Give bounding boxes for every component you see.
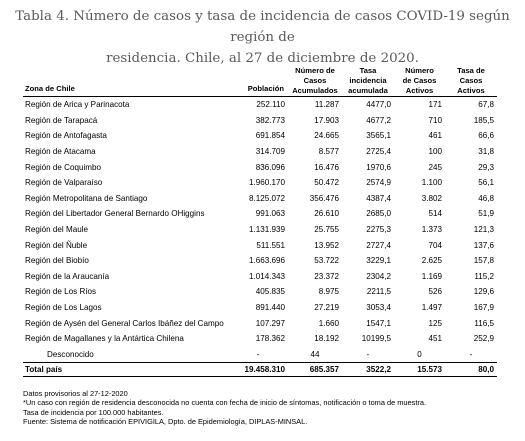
cell-casos-acumulados: 8.577	[318, 147, 339, 157]
cell-zona: Región de Los Lagos	[25, 303, 102, 313]
cell-casos-acumulados: 24.665	[314, 131, 339, 141]
cell-poblacion: 1.131.939	[248, 225, 285, 235]
cell-zona: Región de la Araucanía	[25, 271, 110, 281]
cell-casos-activos: 461	[428, 131, 442, 141]
table-row	[23, 253, 497, 269]
cell-tasa-activos: 29,3	[478, 162, 494, 172]
cell-tasa-incidencia: 2304,2	[366, 271, 391, 281]
cell-casos-activos: 245	[428, 162, 442, 172]
cell-zona: Región de Los Ríos	[25, 287, 97, 297]
table-row	[23, 191, 497, 207]
cell-tasa-incidencia: 10199,5	[361, 334, 391, 344]
cell-tasa-activos: 167,9	[473, 303, 494, 313]
cell-casos-acumulados: 25.755	[314, 225, 339, 235]
cell-poblacion: 8.125.072	[248, 193, 285, 203]
cell-tasa-activos: 252,9	[473, 334, 494, 344]
total-casos: 685.357	[288, 363, 342, 377]
header-activos-line-3: Activos	[405, 86, 434, 95]
cell-poblacion: 511.551	[256, 240, 285, 250]
header-tasa-activos-line-1: Tasa de	[457, 66, 485, 75]
cell-casos-activos: 1.169	[421, 271, 442, 281]
cell-tasa-activos: 56,1	[478, 178, 494, 188]
header-row	[23, 56, 497, 97]
cell-casos-acumulados: 17.903	[314, 115, 339, 125]
cell-tasa-activos: 46,8	[478, 193, 494, 203]
note-provisional: Datos provisorios al 27-12-2020	[23, 389, 128, 398]
cell-poblacion: 107.297	[255, 318, 285, 328]
cell-poblacion: 691.854	[255, 131, 285, 141]
cell-tasa-activos: 137,6	[473, 240, 494, 250]
cell-casos-acumulados: 50.472	[314, 178, 339, 188]
cell-tasa-activos: 157,8	[473, 256, 494, 266]
cell-tasa-activos: 31,8	[478, 147, 494, 157]
table-footer	[23, 363, 497, 377]
header-poblacion: Población	[228, 56, 288, 97]
note-rate-basis: Tasa de incidencia por 100.000 habitantes.	[23, 407, 164, 417]
header-tasa-line-2: incidencia	[349, 76, 387, 85]
cell-poblacion: 891.440	[255, 303, 285, 313]
header-casos-acumulados	[288, 56, 342, 97]
cell-casos-acumulados: 11.287	[314, 100, 339, 110]
table-row	[23, 97, 497, 113]
caption-line-2: residencia. Chile, al 27 de diciembre de 2020.	[106, 51, 419, 66]
cell-casos-activos: 125	[428, 318, 442, 328]
total-zona: Total país	[23, 363, 228, 377]
header-zona: Zona de Chile	[23, 56, 228, 97]
cell-casos-activos: 526	[428, 287, 442, 297]
cell-tasa-incidencia: 2727,4	[366, 240, 391, 250]
total-poblacion: 19.458.310	[228, 363, 288, 377]
cell-poblacion: 1.663.696	[248, 256, 285, 266]
cell-tasa-incidencia: 2685,0	[366, 209, 391, 219]
cell-zona: Región de Atacama	[25, 147, 96, 157]
cell-zona: Región del Biobío	[25, 256, 89, 266]
cell-casos-activos: 100	[428, 147, 442, 157]
cell-casos-acumulados: 8.975	[318, 287, 339, 297]
header-casos-line-3: Acumulados	[292, 86, 338, 95]
table-row	[23, 144, 497, 160]
cell-casos-activos: 3.802	[421, 193, 442, 203]
cell-tasa-incidencia: 2574,9	[366, 178, 391, 188]
table-row	[23, 222, 497, 238]
table-header	[23, 56, 497, 97]
cell-casos-activos: 171	[428, 100, 442, 110]
total-tasa-activos: 80,0	[445, 363, 497, 377]
cell-tasa-activos: 185,5	[473, 115, 494, 125]
header-activos-line-1: Número	[405, 66, 434, 75]
table-row	[23, 128, 497, 144]
cell-poblacion: 1.014.343	[248, 271, 285, 281]
cell-casos-acumulados: 1.660	[318, 318, 339, 328]
header-tasa-line-3: acumulada	[348, 86, 388, 95]
cell-tasa-incidencia: 4477,0	[366, 100, 391, 110]
cell-poblacion: 405.835	[255, 287, 285, 297]
cell-casos-activos: 0	[417, 349, 422, 359]
cell-poblacion: 991.063	[255, 209, 285, 219]
table-row	[23, 113, 497, 129]
cell-casos-activos: 451	[428, 334, 442, 344]
cell-casos-acumulados: 356.476	[309, 193, 339, 203]
cell-poblacion: 836.096	[255, 162, 285, 172]
header-casos-line-2: Casos	[303, 76, 327, 85]
table-row	[23, 331, 497, 347]
cell-tasa-incidencia: 2725,4	[366, 147, 391, 157]
cell-zona: Región Metropolitana de Santiago	[25, 193, 148, 203]
table-body	[23, 97, 497, 363]
note-source: Fuente: Sistema de notificación EPIVIGILA, Dpto. de Epidemiología, DIPLAS-MINSAL.	[23, 417, 308, 427]
cell-tasa-activos: 121,3	[473, 225, 494, 235]
table-row	[23, 206, 497, 222]
cell-tasa-incidencia: 4677,2	[366, 115, 391, 125]
cell-casos-acumulados: 23.372	[314, 271, 339, 281]
cell-tasa-activos: 129,6	[473, 287, 494, 297]
header-tasa-activos-line-2: Casos	[459, 76, 483, 85]
total-activos: 15.573	[394, 363, 445, 377]
cell-zona: Región de Arica y Parinacota	[25, 100, 130, 110]
total-row	[23, 363, 497, 377]
cell-tasa-activos: 67,8	[478, 100, 494, 110]
cell-casos-activos: 1.100	[421, 178, 442, 188]
cell-casos-acumulados: 27.219	[314, 303, 339, 313]
cell-poblacion: 178.362	[255, 334, 285, 344]
cell-poblacion: 1.960.170	[248, 178, 285, 188]
table-row	[23, 269, 497, 285]
cell-zona: Región del Libertador General Bernardo OHiggins	[25, 209, 205, 219]
cell-poblacion: 382.773	[255, 115, 285, 125]
cell-casos-activos: 710	[428, 115, 442, 125]
header-casos-line-1: Número de	[295, 66, 335, 75]
table-row	[23, 175, 497, 191]
cell-zona: Región de Antofagasta	[25, 131, 107, 141]
cell-poblacion: 252.110	[256, 100, 285, 110]
table-notes	[23, 389, 523, 427]
table-row	[23, 315, 497, 331]
header-activos-line-2: de Casos	[402, 76, 437, 85]
cell-zona: Región de Magallanes y la Antártica Chilena	[25, 334, 184, 344]
cell-casos-acumulados: 53.722	[314, 256, 339, 266]
cell-casos-activos: 2.625	[421, 256, 442, 266]
cell-tasa-activos: -	[469, 349, 473, 359]
cell-tasa-incidencia: -	[366, 349, 370, 359]
header-tasa-activos-line-3: Activos	[457, 86, 485, 95]
cell-tasa-incidencia: 1547,1	[366, 318, 391, 328]
table-row	[23, 347, 497, 363]
cell-zona: Región de Coquimbo	[25, 162, 102, 172]
caption-line-1: Tabla 4. Número de casos y tasa de incidencia de casos COVID-19 según región de	[15, 9, 510, 45]
cell-tasa-activos: 51,9	[478, 209, 494, 219]
cell-tasa-activos: 66,6	[478, 131, 494, 141]
cell-tasa-incidencia: 1970,6	[366, 162, 391, 172]
cell-tasa-incidencia: 3565,1	[366, 131, 391, 141]
cell-zona: Región de Aysén del General Carlos Ibáñez del Campo	[25, 318, 224, 328]
cell-zona: Región de Tarapacá	[25, 115, 98, 125]
cell-tasa-incidencia: 3053,4	[366, 303, 391, 313]
cell-casos-acumulados: 13.952	[314, 240, 339, 250]
cell-casos-acumulados: 18.192	[314, 334, 339, 344]
cell-zona: Región del Ñuble	[25, 240, 88, 250]
note-unknown-region: *Un caso con región de residencia desconocida no cuenta con fecha de inicio de síntomas, notificación o toma de muestra.	[23, 398, 427, 408]
cell-zona: Región de Valparaíso	[25, 178, 103, 188]
cell-casos-acumulados: 16.476	[314, 162, 339, 172]
table-row	[23, 300, 497, 316]
covid-cases-table	[23, 56, 497, 377]
header-tasa-incidencia	[342, 56, 394, 97]
cell-tasa-incidencia: 2211,5	[366, 287, 391, 297]
total-tasa: 3522,2	[342, 363, 394, 377]
cell-casos-activos: 1.373	[421, 225, 442, 235]
header-tasa-activos	[445, 56, 497, 97]
cell-tasa-incidencia: 2275,3	[366, 225, 391, 235]
cell-casos-acumulados: 26.610	[314, 209, 339, 219]
cell-tasa-activos: 116,5	[474, 318, 494, 328]
header-tasa-line-1: Tasa	[359, 66, 377, 75]
cell-poblacion: 314.709	[255, 147, 285, 157]
cell-tasa-activos: 115,2	[474, 271, 494, 281]
table-row	[23, 284, 497, 300]
cell-casos-acumulados: 44	[310, 349, 320, 359]
cell-casos-activos: 704	[428, 240, 442, 250]
cell-zona: Desconocido	[47, 349, 94, 359]
table-row	[23, 237, 497, 253]
cell-poblacion: -	[256, 349, 260, 359]
header-casos-activos	[394, 56, 445, 97]
cell-casos-activos: 1.497	[421, 303, 442, 313]
table-row	[23, 159, 497, 175]
cell-tasa-incidencia: 4387,4	[366, 193, 391, 203]
cell-tasa-incidencia: 3229,1	[366, 256, 391, 266]
cell-casos-activos: 514	[428, 209, 442, 219]
cell-zona: Región del Maule	[25, 225, 88, 235]
